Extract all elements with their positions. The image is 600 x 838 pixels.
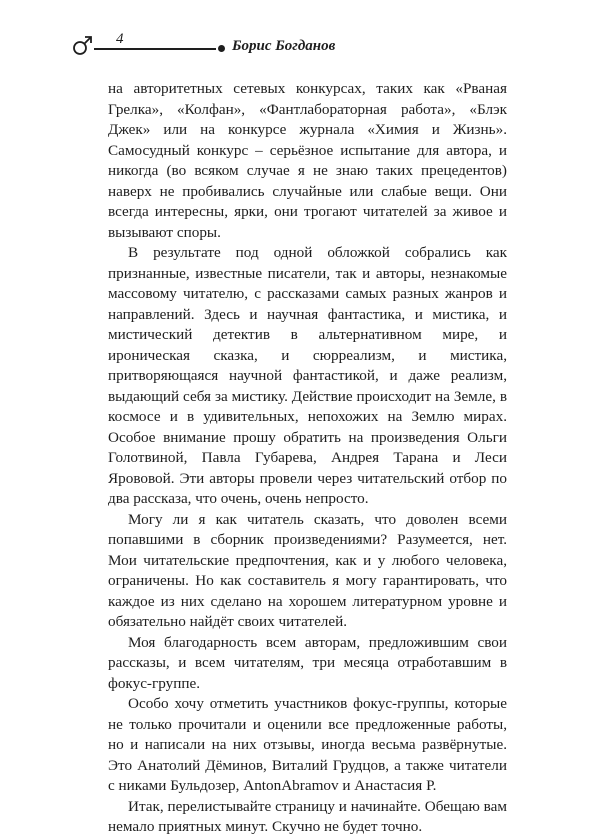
paragraph: Особо хочу отметить участников фокус-группы, которые не только прочитали и оценили все предложенные работы, но и написали на них отзывы, иногда весьма развёрнутые. Это Анатолий Дёминов, Виталий Грудцов, а также читатели с никами Бульдозер, AntonAbramov и Анастасия Р.	[108, 695, 507, 794]
body-text	[108, 79, 507, 838]
page-number: 4	[116, 31, 124, 47]
paragraph: В результате под одной обложкой собрались как признанные, известные писатели, так и авторы, незнакомые массовому читателю, с рассказами самых разных жанров и направлений. Здесь и научная фантастика, и мистика, и мистический детектив в альтернативном мире, и ироническая сказка, и сюрреализм, и мистика, притворяющаяся научной фантастикой, и даже реализм, выдающий себя за мистику. Действие происходит на Земле, в космосе и в удивительных, непохожих на Землю мирах. Особое внимание прошу обратить на произведения Ольги Голотвиной, Павла Губарева, Андрея Тарана и Леси Ярововой. Эти авторы провели через читательский отбор по два рассказа, что очень, очень непросто.	[108, 244, 507, 507]
male-symbol-icon	[72, 34, 94, 56]
header-rule	[94, 48, 216, 50]
paragraph: Могу ли я как читатель сказать, что доволен всеми попавшими в сборник произведениями? Разумеется, нет. Мои читательские предпочтения, как и у любого человека, ограничены. Но как составитель я могу гарантировать, что каждое из них сделано на хорошем литературном уровне и обязательно найдёт своих читателей.	[108, 510, 507, 630]
paragraph: Итак, перелистывайте страницу и начинайте. Обещаю вам немало приятных минут. Скучно не будет точно.	[108, 797, 507, 835]
running-header	[72, 30, 522, 56]
author-name: Борис Богданов	[232, 38, 336, 54]
header-bullet	[218, 45, 225, 52]
paragraph: на авторитетных сетевых конкурсах, таких как «Рваная Грелка», «Колфан», «Фантлабораторная работа», «Блэк Джек» или на конкурсе журнала «Химия и Жизнь». Самосудный конкурс – серьёзное испытание для автора, и никогда (во всяком случае я не знаю таких прецедентов) наверх не пробивались случайные или слабые вещи. Они всегда интересны, ярки, они трогают читателей за живое и вызывают споры.	[108, 80, 507, 241]
paragraph: Моя благодарность всем авторам, предложившим свои рассказы, и всем читателям, три месяца отработавшим в фокус-группе.	[108, 633, 507, 692]
